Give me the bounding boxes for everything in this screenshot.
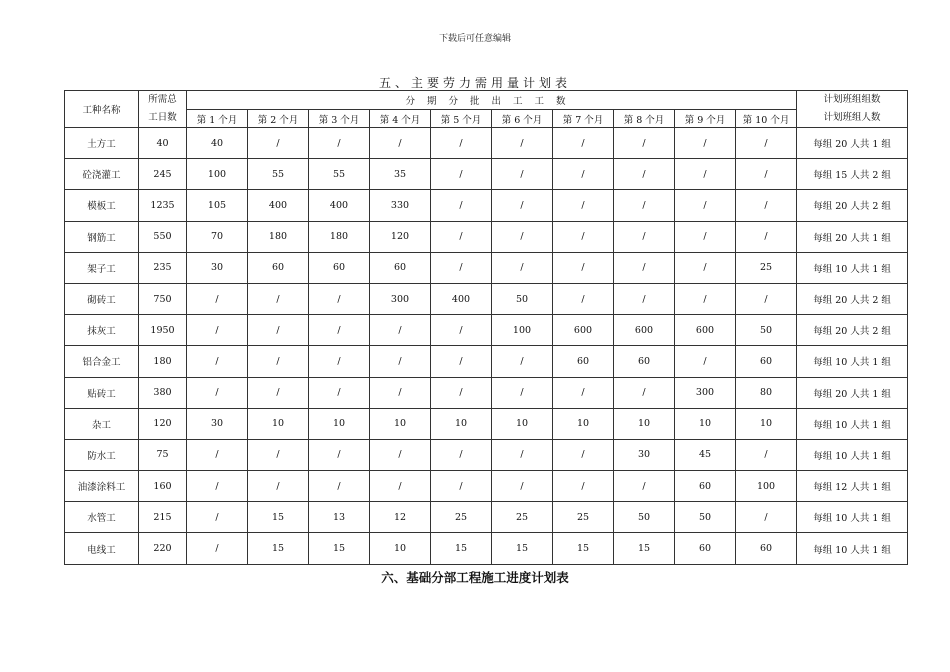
plan-cell: 每组 10 人共 1 组 (797, 439, 908, 470)
month-value-cell: 15 (614, 533, 675, 564)
plan-cell: 每组 10 人共 1 组 (797, 533, 908, 564)
month-value-cell: 60 (553, 346, 614, 377)
month-value-cell: 12 (370, 502, 431, 533)
month-value-cell: 15 (553, 533, 614, 564)
month-value-cell: / (553, 221, 614, 252)
month-value-cell: / (248, 439, 309, 470)
month-value-cell: / (309, 346, 370, 377)
month-value-cell: / (370, 315, 431, 346)
header-total-days-line1: 所需总 (148, 94, 177, 105)
plan-cell: 每组 10 人共 1 组 (797, 408, 908, 439)
table-row (65, 346, 908, 377)
total-days-cell: 245 (139, 159, 187, 190)
month-value-cell: 400 (248, 190, 309, 221)
month-value-cell: 25 (736, 252, 797, 283)
month-value-cell: / (187, 471, 248, 502)
table-row (65, 502, 908, 533)
header-month: 第 10 个月 (736, 110, 797, 128)
labor-plan-table (64, 90, 908, 565)
header-month: 第 6 个月 (492, 110, 553, 128)
month-value-cell: / (309, 315, 370, 346)
header-plan-line2: 计划班组人数 (823, 112, 881, 123)
month-value-cell: / (309, 283, 370, 314)
month-value-cell: 10 (248, 408, 309, 439)
trade-name-cell: 抹灰工 (65, 315, 139, 346)
table-title: 五、主要劳力需用量计划表 (378, 76, 571, 90)
table-row (65, 471, 908, 502)
month-value-cell: 300 (675, 377, 736, 408)
header-note: 下载后可任意编辑 (438, 34, 511, 44)
total-days-cell: 75 (139, 439, 187, 470)
month-value-cell: 80 (736, 377, 797, 408)
month-value-cell: 30 (187, 252, 248, 283)
month-value-cell: / (370, 346, 431, 377)
month-value-cell: 50 (736, 315, 797, 346)
total-days-cell: 120 (139, 408, 187, 439)
month-value-cell: / (614, 283, 675, 314)
month-value-cell: 330 (370, 190, 431, 221)
month-value-cell: / (736, 190, 797, 221)
month-value-cell: / (248, 128, 309, 159)
plan-cell: 每组 20 人共 2 组 (797, 190, 908, 221)
trade-name-cell: 油漆涂料工 (65, 471, 139, 502)
month-value-cell: / (553, 128, 614, 159)
month-value-cell: / (614, 252, 675, 283)
trade-name-cell: 贴砖工 (65, 377, 139, 408)
month-value-cell: 50 (492, 283, 553, 314)
total-days-cell: 235 (139, 252, 187, 283)
month-value-cell: / (614, 128, 675, 159)
month-value-cell: 35 (370, 159, 431, 190)
total-days-cell: 1235 (139, 190, 187, 221)
month-value-cell: / (736, 502, 797, 533)
table-row (65, 315, 908, 346)
table-row (65, 533, 908, 564)
month-value-cell: 10 (370, 533, 431, 564)
month-value-cell: 100 (492, 315, 553, 346)
month-value-cell: 60 (736, 346, 797, 377)
month-value-cell: / (248, 346, 309, 377)
month-value-cell: / (431, 346, 492, 377)
month-value-cell: / (675, 252, 736, 283)
trade-name-cell: 砼浇灌工 (65, 159, 139, 190)
header-month: 第 5 个月 (431, 110, 492, 128)
total-days-cell: 160 (139, 471, 187, 502)
month-value-cell: / (614, 471, 675, 502)
header-period-label: 分期分批出工工数 (187, 91, 797, 110)
table-row (65, 128, 908, 159)
header-month: 第 3 个月 (309, 110, 370, 128)
month-value-cell: / (309, 471, 370, 502)
month-value-cell: / (431, 377, 492, 408)
month-value-cell: 60 (675, 471, 736, 502)
plan-cell: 每组 12 人共 1 组 (797, 471, 908, 502)
month-value-cell: 55 (248, 159, 309, 190)
header-month: 第 1 个月 (187, 110, 248, 128)
month-value-cell: / (675, 221, 736, 252)
month-value-cell: / (248, 471, 309, 502)
plan-cell: 每组 20 人共 1 组 (797, 377, 908, 408)
month-value-cell: 25 (492, 502, 553, 533)
total-days-cell: 380 (139, 377, 187, 408)
month-value-cell: 300 (370, 283, 431, 314)
plan-cell: 每组 20 人共 1 组 (797, 221, 908, 252)
month-value-cell: 180 (309, 221, 370, 252)
month-value-cell: / (736, 159, 797, 190)
month-value-cell: / (553, 252, 614, 283)
table-row (65, 221, 908, 252)
month-value-cell: / (370, 471, 431, 502)
month-value-cell: 15 (431, 533, 492, 564)
month-value-cell: 100 (187, 159, 248, 190)
month-value-cell: 13 (309, 502, 370, 533)
month-value-cell: 105 (187, 190, 248, 221)
month-value-cell: / (553, 439, 614, 470)
month-value-cell: 10 (614, 408, 675, 439)
total-days-cell: 40 (139, 128, 187, 159)
month-value-cell: / (492, 377, 553, 408)
header-total-days (139, 91, 187, 128)
header-month: 第 4 个月 (370, 110, 431, 128)
month-value-cell: / (187, 502, 248, 533)
month-value-cell: / (675, 190, 736, 221)
month-value-cell: / (431, 159, 492, 190)
month-value-cell: 55 (309, 159, 370, 190)
month-value-cell: 30 (614, 439, 675, 470)
table-row (65, 190, 908, 221)
table-row (65, 377, 908, 408)
month-value-cell: 100 (736, 471, 797, 502)
month-value-cell: / (492, 346, 553, 377)
month-value-cell: / (492, 221, 553, 252)
trade-name-cell: 铝合金工 (65, 346, 139, 377)
month-value-cell: 60 (675, 533, 736, 564)
month-value-cell: / (553, 159, 614, 190)
month-value-cell: / (187, 346, 248, 377)
month-value-cell: 60 (248, 252, 309, 283)
month-value-cell: / (614, 377, 675, 408)
header-month: 第 2 个月 (248, 110, 309, 128)
header-total-days-line2: 工日数 (148, 112, 177, 123)
month-value-cell: 180 (248, 221, 309, 252)
month-value-cell: 25 (431, 502, 492, 533)
trade-name-cell: 电线工 (65, 533, 139, 564)
next-section-title: 六、基础分部工程施工进度计划表 (381, 570, 569, 585)
month-value-cell: / (370, 377, 431, 408)
month-value-cell: / (736, 128, 797, 159)
total-days-cell: 215 (139, 502, 187, 533)
month-value-cell: 10 (675, 408, 736, 439)
plan-cell: 每组 20 人共 2 组 (797, 315, 908, 346)
month-value-cell: 15 (248, 533, 309, 564)
trade-name-cell: 砌砖工 (65, 283, 139, 314)
trade-name-cell: 防水工 (65, 439, 139, 470)
month-value-cell: 60 (736, 533, 797, 564)
table-row (65, 252, 908, 283)
header-month: 第 7 个月 (553, 110, 614, 128)
trade-name-cell: 水管工 (65, 502, 139, 533)
month-value-cell: / (431, 471, 492, 502)
table-row (65, 159, 908, 190)
header-plan-line1: 计划班组组数 (823, 94, 881, 105)
month-value-cell: 10 (309, 408, 370, 439)
month-value-cell: / (492, 190, 553, 221)
trade-name-cell: 钢筋工 (65, 221, 139, 252)
trade-name-cell: 杂工 (65, 408, 139, 439)
month-value-cell: / (309, 128, 370, 159)
header-month: 第 9 个月 (675, 110, 736, 128)
month-value-cell: / (187, 377, 248, 408)
month-value-cell: / (736, 283, 797, 314)
month-value-cell: / (675, 283, 736, 314)
month-value-cell: / (431, 128, 492, 159)
month-value-cell: 60 (309, 252, 370, 283)
header-trade-name: 工种名称 (65, 91, 139, 128)
month-value-cell: 30 (187, 408, 248, 439)
month-value-cell: / (553, 471, 614, 502)
month-value-cell: 10 (370, 408, 431, 439)
month-value-cell: 10 (736, 408, 797, 439)
header-plan (797, 91, 908, 128)
month-value-cell: / (248, 377, 309, 408)
month-value-cell: / (614, 190, 675, 221)
month-value-cell: / (675, 128, 736, 159)
plan-cell: 每组 10 人共 1 组 (797, 346, 908, 377)
month-value-cell: 70 (187, 221, 248, 252)
month-value-cell: 50 (675, 502, 736, 533)
month-value-cell: 60 (370, 252, 431, 283)
month-value-cell: / (675, 346, 736, 377)
header-month: 第 8 个月 (614, 110, 675, 128)
month-value-cell: / (309, 377, 370, 408)
month-value-cell: / (553, 283, 614, 314)
month-value-cell: / (736, 221, 797, 252)
total-days-cell: 1950 (139, 315, 187, 346)
month-value-cell: / (492, 128, 553, 159)
month-value-cell: 15 (309, 533, 370, 564)
month-value-cell: / (431, 252, 492, 283)
month-value-cell: / (492, 159, 553, 190)
month-value-cell: / (248, 283, 309, 314)
month-value-cell: / (431, 190, 492, 221)
month-value-cell: / (187, 533, 248, 564)
month-value-cell: 15 (248, 502, 309, 533)
trade-name-cell: 架子工 (65, 252, 139, 283)
table-body (65, 128, 908, 565)
month-value-cell: 600 (675, 315, 736, 346)
plan-cell: 每组 10 人共 1 组 (797, 252, 908, 283)
month-value-cell: / (614, 221, 675, 252)
month-value-cell: 60 (614, 346, 675, 377)
plan-cell: 每组 10 人共 1 组 (797, 502, 908, 533)
month-value-cell: 25 (553, 502, 614, 533)
month-value-cell: / (736, 439, 797, 470)
month-value-cell: 40 (187, 128, 248, 159)
month-value-cell: 10 (492, 408, 553, 439)
month-value-cell: / (492, 252, 553, 283)
total-days-cell: 550 (139, 221, 187, 252)
month-value-cell: / (248, 315, 309, 346)
table-row (65, 439, 908, 470)
month-value-cell: 50 (614, 502, 675, 533)
month-value-cell: 600 (553, 315, 614, 346)
month-value-cell: 600 (614, 315, 675, 346)
month-value-cell: 10 (431, 408, 492, 439)
month-value-cell: / (553, 377, 614, 408)
month-value-cell: / (675, 159, 736, 190)
month-value-cell: / (614, 159, 675, 190)
month-value-cell: / (553, 190, 614, 221)
month-value-cell: / (370, 439, 431, 470)
month-value-cell: 15 (492, 533, 553, 564)
plan-cell: 每组 20 人共 2 组 (797, 283, 908, 314)
month-value-cell: 120 (370, 221, 431, 252)
month-value-cell: 400 (309, 190, 370, 221)
month-value-cell: / (431, 315, 492, 346)
total-days-cell: 750 (139, 283, 187, 314)
month-value-cell: 400 (431, 283, 492, 314)
trade-name-cell: 土方工 (65, 128, 139, 159)
table-row (65, 408, 908, 439)
month-value-cell: / (309, 439, 370, 470)
month-value-cell: / (370, 128, 431, 159)
total-days-cell: 220 (139, 533, 187, 564)
table-row (65, 283, 908, 314)
month-value-cell: / (187, 439, 248, 470)
month-value-cell: / (187, 315, 248, 346)
month-value-cell: / (492, 471, 553, 502)
month-value-cell: / (492, 439, 553, 470)
total-days-cell: 180 (139, 346, 187, 377)
trade-name-cell: 模板工 (65, 190, 139, 221)
month-value-cell: / (431, 439, 492, 470)
month-value-cell: / (187, 283, 248, 314)
plan-cell: 每组 15 人共 2 组 (797, 159, 908, 190)
month-value-cell: 45 (675, 439, 736, 470)
month-value-cell: / (431, 221, 492, 252)
plan-cell: 每组 20 人共 1 组 (797, 128, 908, 159)
month-value-cell: 10 (553, 408, 614, 439)
